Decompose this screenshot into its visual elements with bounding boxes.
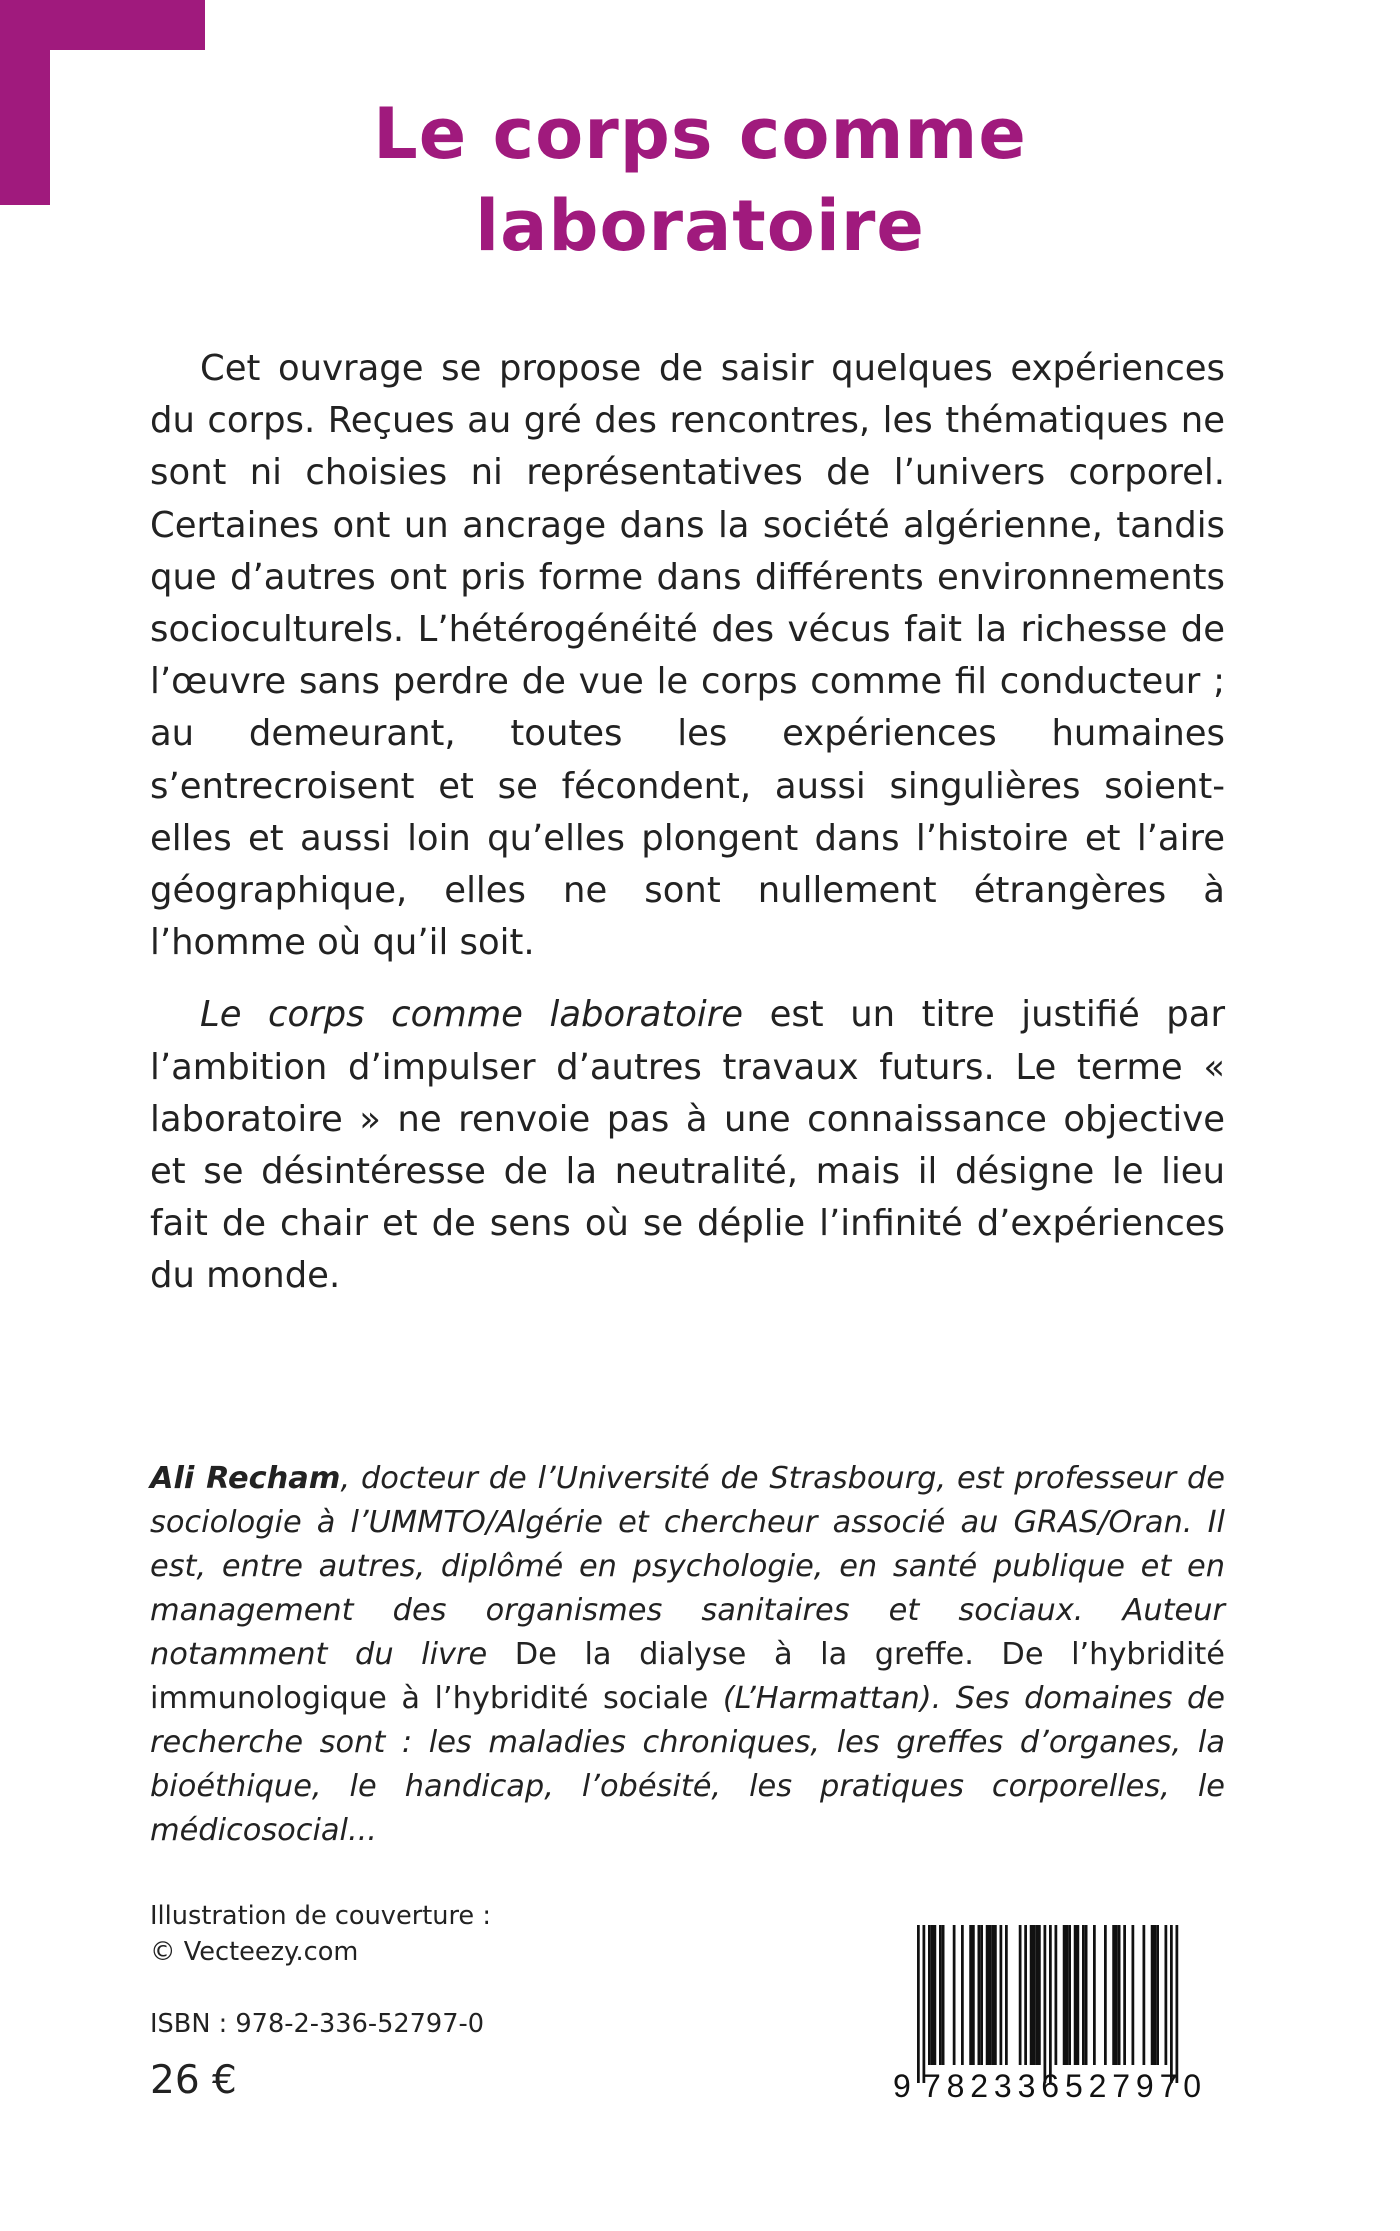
- barcode-bar: [931, 1925, 934, 2065]
- barcode-bar: [1077, 1925, 1080, 2065]
- barcode-bar: [953, 1925, 956, 2065]
- barcode-bar: [1132, 1925, 1135, 2065]
- barcode-bar: [1049, 1925, 1052, 2083]
- barcode-bars: [917, 1925, 1178, 2083]
- barcode-bar: [1143, 1925, 1146, 2065]
- blurb-book-title: Le corps comme laboratoire: [200, 994, 744, 1036]
- barcode-bar: [923, 1925, 926, 2083]
- barcode-bar: [980, 1925, 983, 2065]
- barcode-bar: [1104, 1925, 1107, 2065]
- barcode-bar: [1151, 1925, 1154, 2065]
- barcode-bar: [969, 1925, 972, 2065]
- isbn-barcode: [885, 1925, 1220, 2105]
- barcode-bar: [1024, 1925, 1027, 2065]
- barcode-bar: [989, 1925, 992, 2065]
- barcode-bar: [1005, 1925, 1008, 2065]
- bio-text-part-1: , docteur de l’Université de Strasbourg, est professeur de sociologie à l’UMMTO/Algérie et chercheur associé au GRAS/Oran. Il est, entre autres, diplômé en psychologie, en santé publique et en management des organismes sanitaires et sociaux. Auteur notamment du livre: [150, 1461, 1225, 1672]
- back-cover-blurb: [150, 343, 1225, 1303]
- barcode-bar: [1033, 1925, 1036, 2065]
- illustration-credit-source: © Vecteezy.com: [150, 1937, 359, 1967]
- barcode-bar: [1093, 1925, 1096, 2065]
- book-title: [0, 88, 1400, 272]
- book-title-line-2: laboratoire: [475, 185, 925, 267]
- illustration-credit: [150, 1898, 491, 1970]
- barcode-bar: [1156, 1925, 1159, 2065]
- price: 26 €: [150, 2058, 237, 2103]
- barcode-bar: [1154, 1925, 1157, 2065]
- illustration-credit-label: Illustration de couverture :: [150, 1901, 491, 1931]
- barcode-bar: [1068, 1925, 1071, 2065]
- blurb-paragraph-1: Cet ouvrage se propose de saisir quelques expériences du corps. Reçues au gré des rencontres, les thématiques ne sont ni choisies ni représentatives de l’univers corporel. Certaines ont un ancrage dans la société algérienne, tandis que d’autres ont pris forme dans différents environnements socioculturels. L’hétérogénéité des vécus fait la richesse de l’œuvre sans perdre de vue le corps comme fil conducteur ; au demeurant, toutes les expériences humaines s’entrecroisent et se fécondent, aussi singulières soient-elles et aussi loin qu’elles plongent dans l’histoire et l’aire géographique, elles ne sont nullement étrangères à l’homme où qu’il soit.: [150, 348, 1225, 964]
- barcode-bar: [1038, 1925, 1041, 2065]
- blurb-paragraph-2-text: est un titre justifié par l’ambition d’impulser d’autres travaux futurs. Le terme « laboratoire » ne renvoie pas à une connaissance objective et se désintéresse de la neutralité, mais il désigne le lieu fait de chair et de sens où se déplie l’infinité d’expériences du monde.: [150, 994, 1225, 1297]
- barcode-bar: [1000, 1925, 1003, 2065]
- barcode-bar: [1082, 1925, 1085, 2065]
- barcode-bar: [928, 1925, 931, 2065]
- bio-text-part-2: (L’Harmattan). Ses domaines de recherche sont : les maladies chroniques, les greffes d’organes, la bioéthique, le handicap, l’obésité, les pratiques corporelles, le médicosocial...: [150, 1681, 1225, 1848]
- barcode-bar: [939, 1925, 942, 2065]
- barcode-bar: [1176, 1925, 1179, 2083]
- barcode-bar: [1118, 1925, 1121, 2065]
- barcode-bar: [1165, 1925, 1168, 2065]
- barcode-bar: [1112, 1925, 1115, 2065]
- barcode-right-digits: 527970: [1065, 2068, 1201, 2104]
- barcode-bar: [991, 1925, 994, 2065]
- barcode-bar: [972, 1925, 975, 2065]
- barcode-bar: [1019, 1925, 1022, 2065]
- barcode-bar: [1115, 1925, 1118, 2065]
- barcode-bar: [1030, 1925, 1033, 2065]
- author-name: Ali Recham: [150, 1461, 341, 1496]
- barcode-bar: [986, 1925, 989, 2065]
- barcode-bar: [1170, 1925, 1173, 2083]
- barcode-bar: [934, 1925, 937, 2065]
- barcode-bar: [1063, 1925, 1066, 2065]
- blurb-paragraph-2: [150, 989, 1225, 1302]
- barcode-bar: [942, 1925, 945, 2065]
- author-bio: [150, 1457, 1225, 1853]
- barcode-bar: [1055, 1925, 1058, 2065]
- barcode-left-digits: 782336: [923, 2068, 1059, 2104]
- barcode-bar: [1085, 1925, 1088, 2065]
- barcode-bar: [994, 1925, 997, 2065]
- isbn: ISBN : 978-2-336-52797-0: [150, 2009, 485, 2039]
- barcode-bar: [917, 1925, 920, 2083]
- barcode-bar: [1044, 1925, 1047, 2083]
- barcode-bar: [978, 1925, 981, 2065]
- bio-book-title: De la dialyse à la greffe. De l’hybridité immunologique à l’hybridité sociale: [150, 1637, 1226, 1716]
- book-title-line-1: Le corps comme: [373, 93, 1027, 175]
- barcode-first-digit: 9: [893, 2068, 911, 2104]
- barcode-bar: [961, 1925, 964, 2065]
- barcode-bar: [1074, 1925, 1077, 2065]
- barcode-bar: [1123, 1925, 1126, 2065]
- barcode-bar: [1066, 1925, 1069, 2065]
- barcode-bar: [1035, 1925, 1038, 2065]
